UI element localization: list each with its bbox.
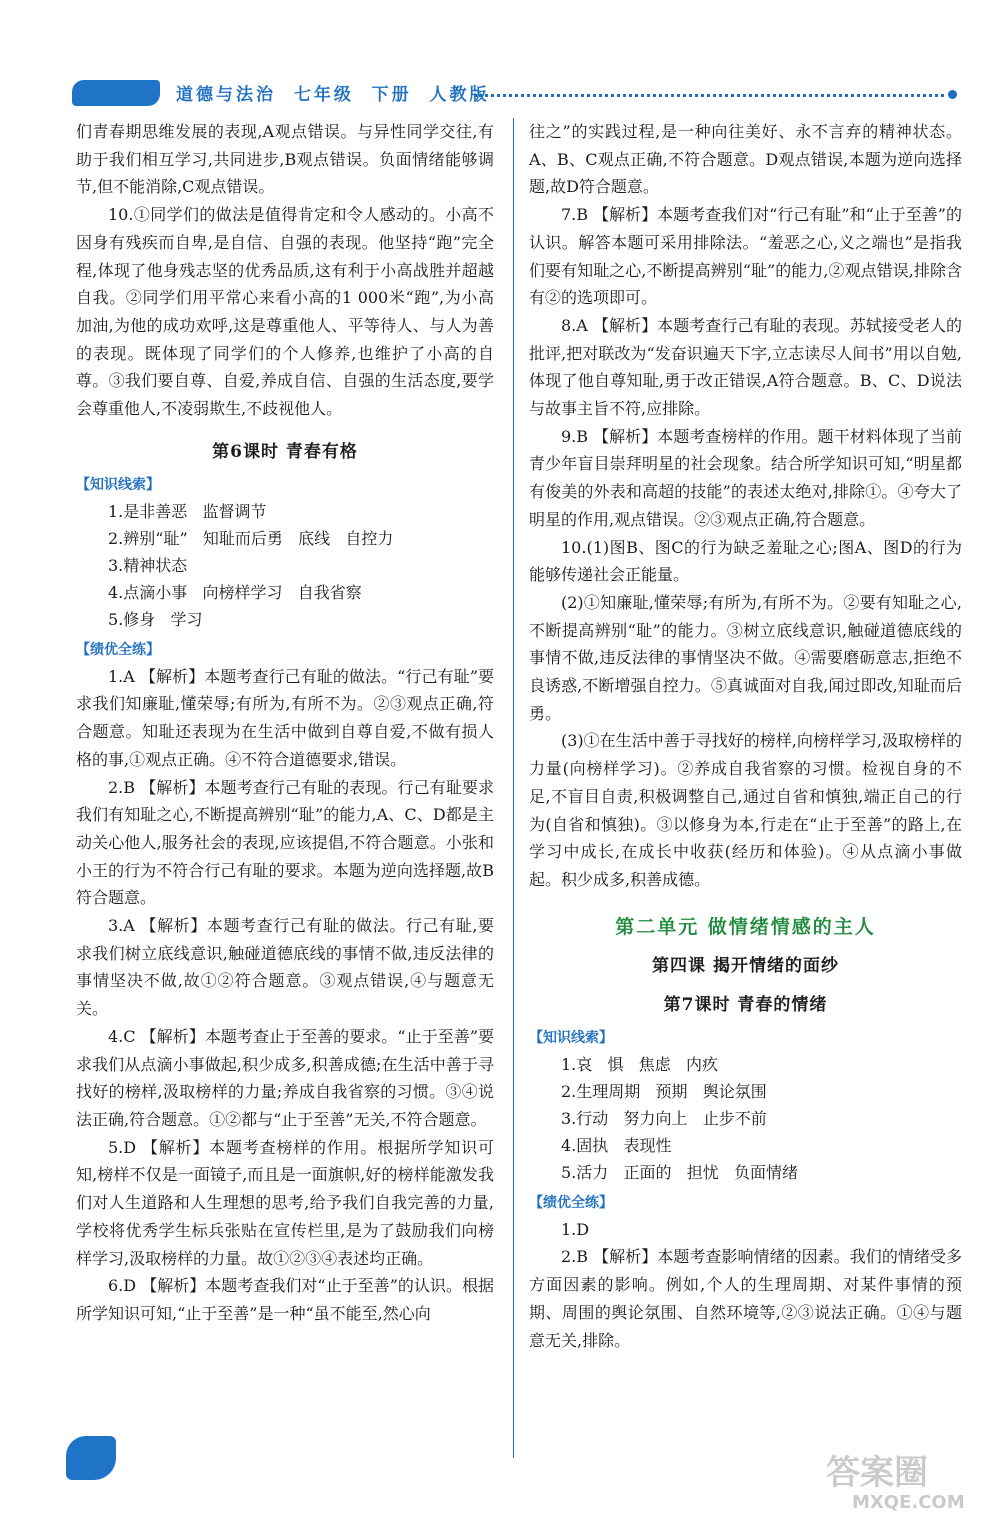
answer-paragraph: 2.B 【解析】本题考查行己有耻的表现。行己有耻要求我们有知耻之心,不断提高辨别“耻”的能力,A、C、D都是主动关心他人,服务社会的表现,应该提倡,不符合题意。小张和小王的行为不符合行己有耻的要求。本题为逆向选择题,故B符合题意。 [76, 777, 494, 908]
knowledge-item: 5.修身 学习 [108, 609, 203, 629]
header-dotted-rule [474, 94, 944, 97]
answer-paragraph: 3.A 【解析】本题考查行己有耻的做法。行己有耻,要求我们树立底线意识,触碰道德底线的事情不做,违反法律的事情坚决不做,故①②符合题意。③观点错误,④与题意无关。 [76, 916, 494, 1019]
knowledge-item: 3.行动 努力向上 止步不前 [561, 1108, 767, 1128]
answer-paragraph: 6.D 【解析】本题考查我们对“止于至善”的认识。根据所学知识可知,“止于至善”是一种“虽不能至,然心向 [76, 1276, 494, 1323]
answer-paragraph: 1.A 【解析】本题考查行己有耻的做法。“行己有耻”要求我们知廉耻,懂荣辱;有所为,有所不为。②③观点正确,符合题意。知耻还表现为在生活中做到自尊自爱,不做有损人格的事,①观点正确。④不符合道德要求,错误。 [76, 666, 494, 769]
knowledge-item: 2.生理周期 预期 舆论氛围 [561, 1081, 767, 1101]
answer-paragraph: 8.A 【解析】本题考查行己有耻的表现。苏轼接受老人的批评,把对联改为“发奋识遍天下字,立志读尽人间书”用以自勉,体现了他自尊知耻,勇于改正错误,A符合题意。B、C、D说法与故事主旨不符,应排除。 [529, 315, 962, 419]
running-header [72, 76, 962, 110]
knowledge-item: 2.辨别“耻” 知耻而后勇 底线 自控力 [108, 528, 394, 548]
section-label-practice: 【绩优全练】 [76, 641, 160, 658]
lesson-title: 第7课时 青春的情绪 [663, 994, 828, 1015]
answer-paragraph: 5.D 【解析】本题考查榜样的作用。根据所学知识可知,榜样不仅是一面镜子,而且是一面旗帜,好的榜样能激发我们对人生道路和人生理想的思考,给予我们自我完善的力量,学校将优秀学生标兵张贴在宣传栏里,是为了鼓励我们向榜样学习,汲取榜样的力量。故①②③④表述均正确。 [76, 1137, 494, 1268]
header-dot-end [948, 90, 957, 99]
knowledge-item: 1.是非善恶 监督调节 [108, 501, 267, 521]
answer-paragraph: (2)①知廉耻,懂荣辱;有所为,有所不为。②要有知耻之心,不断提高辨别“耻”的能力。③树立底线意识,触碰道德底线的事情不做,违反法律的事情坚决不做。④需要磨砺意志,拒绝不良诱惑,不断增强自控力。⑤真诚面对自我,闻过即改,知耻而后勇。 [529, 592, 962, 723]
knowledge-item: 4.点滴小事 向榜样学习 自我省察 [108, 582, 362, 602]
knowledge-item: 3.精神状态 [108, 555, 188, 575]
answer-paragraph: 10.(1)图B、图C的行为缺乏羞耻之心;图A、图D的行为能够传递社会正能量。 [529, 537, 962, 585]
header-title: 道德与法治 七年级 下册 人教版 [176, 85, 490, 105]
unit-title: 第二单元 做情绪情感的主人 [615, 915, 876, 938]
answer-paragraph: (3)①在生活中善于寻找好的榜样,向榜样学习,汲取榜样的力量(向榜样学习)。②养成自我省察的习惯。检视自身的不足,不盲目自责,积极调整自己,通过自省和慎独,端正自己的行为(自省和慎独)。③以修身为本,行走在“止于至善”的路上,在学习中成长,在成长中收获(经历和体验)。④从点滴小事做起。积少成多,积善成德。 [529, 731, 962, 889]
answer-paragraph: 7.B 【解析】本题考查我们对“行己有耻”和“止于至善”的认识。解答本题可采用排除法。“羞恶之心,义之端也”是指我们要有知耻之心,不断提高辨别“耻”的能力,②观点错误,排除含有②的选项即可。 [529, 205, 962, 308]
paragraph: 们青春期思维发展的表现,A观点错误。与异性同学交往,有助于我们相互学习,共同进步,B观点错误。负面情绪能够调节,但不能消除,C观点错误。 [76, 122, 494, 197]
answer-paragraph: 9.B 【解析】本题考查榜样的作用。题干材料体现了当前青少年盲目崇拜明星的社会现象。结合所学知识可知,“明星都有俊美的外表和高超的技能”的表述太绝对,排除①。④夸大了明星的作用,观点错误。②③观点正确,符合题意。 [529, 426, 962, 529]
course-title: 第四课 揭开情绪的面纱 [652, 955, 839, 976]
answer-paragraph: 2.B 【解析】本题考查影响情绪的因素。我们的情绪受多方面因素的影响。例如,个人的生理周期、对某件事情的预期、周围的舆论氛围、自然环境等,②③说法正确。①④与题意无关,排除。 [529, 1247, 962, 1350]
paragraph: 10.①同学们的做法是值得肯定和令人感动的。小高不因身有残疾而自卑,是自信、自强的表现。他坚持“跑”完全程,体现了他身残志坚的优秀品质,这有利于小高战胜并超越自我。②同学们用平常心来看小高的1 000米“跑”,为小高加油,为他的成功欢呼,这是尊重他人、平等待人、与人为善的表现。既体现了同学们的个人修养,也维护了小高的自尊。③我们要自尊、自爱,养成自信、自强的生活态度,要学会尊重他人,不凌弱欺生,不歧视他人。 [76, 205, 494, 419]
answer-paragraph: 4.C 【解析】本题考查止于至善的要求。“止于至善”要求我们从点滴小事做起,积少成多,积善成德;在生活中善于寻找好的榜样,汲取榜样的力量;养成自我省察的习惯。③④说法正确,符合题意。①②都与“止于至善”无关,不符合题意。 [76, 1026, 494, 1129]
section-label-practice: 【绩优全练】 [529, 1194, 613, 1211]
left-column [76, 118, 494, 1328]
knowledge-item: 1.哀 惧 焦虑 内疚 [561, 1054, 719, 1074]
page-corner-decoration [66, 1436, 116, 1480]
lesson-title: 第6课时 青春有格 [212, 441, 358, 462]
knowledge-item: 4.固执 表现性 [561, 1135, 672, 1155]
knowledge-item: 5.活力 正面的 担忧 负面情绪 [561, 1162, 799, 1182]
paragraph: 往之”的实践过程,是一种向往美好、永不言弃的精神状态。A、B、C观点正确,不符合题意。D观点错误,本题为逆向选择题,故D符合题意。 [529, 122, 962, 197]
watermark-main-text: 答案圈 [826, 1453, 928, 1493]
watermark-logo [822, 1444, 992, 1514]
right-column [529, 118, 962, 1354]
section-label-knowledge: 【知识线索】 [76, 476, 160, 493]
section-label-knowledge: 【知识线索】 [529, 1029, 613, 1046]
answer-paragraph: 1.D [561, 1219, 590, 1239]
header-tab-decoration [72, 80, 160, 106]
watermark-url-text: MXQE.COM [852, 1492, 965, 1513]
column-divider [513, 118, 514, 1458]
